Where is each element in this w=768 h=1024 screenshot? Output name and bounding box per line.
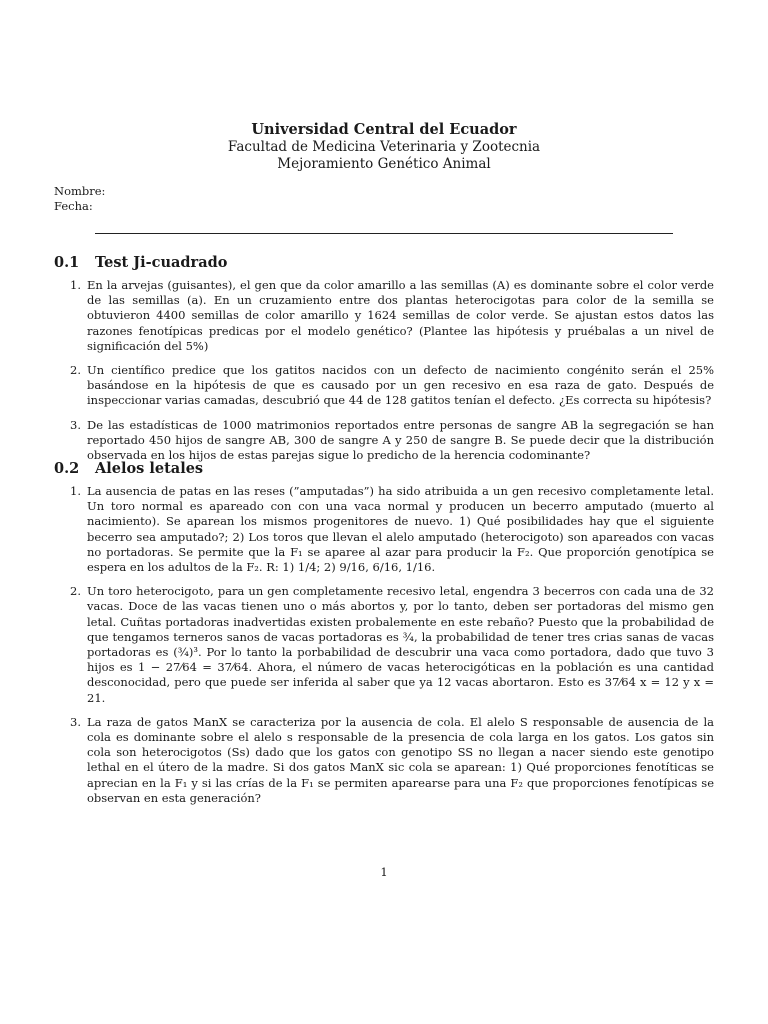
section-heading-lethal-alleles (54, 460, 203, 477)
section-heading-chi-square (54, 254, 227, 271)
document-header (0, 121, 768, 173)
course-name: Mejoramiento Genético Animal (277, 156, 491, 172)
item-number: 1. (70, 484, 81, 498)
name-label: Nombre: (54, 184, 106, 198)
list-item (54, 418, 714, 464)
page-number: 1 (380, 865, 388, 879)
item-text: Un toro heterocigoto, para un gen completamente recesivo letal, engendra 3 becerros con cada una de 32 vacas. Doce de las vacas tienen uno o más abortos y, por lo tanto, deben ser portadoras del mismo gen letal. Cuñtas portadoras inadvertidas existen probalemente en este rebaño? Puesto que la probabilidad de que tengamos terneros sanos de vacas portadoras es ¾, la probabilidad de tener tres crias sanas de vacas portadoras es (¾)³. Por lo tanto la porbabilidad de descubrir una vaca como portadora, dado que tuvo 3 hijos es 1 − 27⁄64 = 37⁄64. Ahora, el número de vacas heterocigóticas en la población es una cantidad desconocidad, pero que puede ser inferida al saber que ya 12 vacas abortaron. Esto es 37⁄64 x = 12 y x = 21. (87, 584, 714, 705)
section-number: 0.2 (54, 460, 80, 477)
list-item (54, 363, 714, 409)
header-divider (95, 233, 673, 234)
item-text: Un científico predice que los gatitos nacidos con un defecto de nacimiento congénito serán el 25% basándose en la hipótesis de que es causado por un gen recesivo en esa raza de gato. Después de inspeccionar varias camadas, descubrió que 44 de 128 gatitos tenían el defecto. ¿Es correcta su hipótesis? (87, 363, 714, 408)
section-list-lethal-alleles (54, 484, 714, 815)
faculty-name: Facultad de Medicina Veterinaria y Zootecnia (227, 139, 541, 155)
item-number: 2. (70, 584, 81, 599)
list-item (54, 584, 714, 706)
university-name: Universidad Central del Ecuador (251, 121, 517, 138)
item-number: 1. (70, 278, 81, 292)
item-text: La raza de gatos ManX se caracteriza por la ausencia de cola. El alelo S responsable de ausencia de la cola es dominante sobre el alelo s responsable de la presencia de cola larga en los gatos. Los gatos sin cola son heterocigotos (Ss) dado que los gatos con genotipo SS no llegan a nacer siendo este genotipo lethal en el útero de la madre. Si dos gatos ManX sic cola se aparean: 1) Qué proporciones fenotíticas se aprecian en la F₁ y si las crías de la F₁ se permiten aparearse para una F₂ que proporciones fenotípicas se observan en esta generación? (87, 714, 714, 805)
item-number: 3. (70, 417, 81, 432)
list-item (54, 715, 714, 806)
item-number: 2. (70, 363, 81, 378)
item-text: La ausencia de patas en las reses (”amputadas”) ha sido atribuida a un gen recesivo completamente letal. Un toro normal es apareado con con una vaca normal y producen un becerro amputado (muerto al nacimiento). Se aparean los mismos progenitores de nuevo. 1) Qué posibilidades hay que el siguiente becerro sea amputado?; 2) Los toros que llevan el alelo amputado (heterocigoto) son apareados con vacas no portadoras. Se permite que la F₁ se aparee al azar para producir la F₂. Que proporción genotípica se espera en los adultos de la F₂. R: 1) 1/4; 2) 9/16, 6/16, 1/16. (87, 484, 714, 575)
section-list-chi-square (54, 278, 714, 472)
student-info (54, 184, 105, 214)
section-title: Test Ji-cuadrado (95, 254, 228, 271)
date-label: Fecha: (54, 199, 93, 213)
item-text: En la arvejas (guisantes), el gen que da color amarillo a las semillas (A) es dominante sobre el color verde de las semillas (a). En un cruzamiento entre dos plantas heterocigotas para color de la semilla se obtuvieron 4400 semillas de color amarillo y 1624 semillas de color verde. Se ajustan estos datos las razones fenotípicas predicas por el modelo genético? (Plantee las hipótesis y pruébalas a un nivel de significación del 5%) (87, 278, 714, 353)
item-text: De las estadísticas de 1000 matrimonios reportados entre personas de sangre AB la segregación se han reportado 450 hijos de sangre AB, 300 de sangre A y 250 de sangre B. Se puede decir que la distribución observada en los hijos de estas parejas sigue lo predicho de la herencia codominante? (87, 417, 714, 463)
section-title: Alelos letales (95, 460, 204, 477)
list-item (54, 278, 714, 354)
section-number: 0.1 (54, 254, 80, 271)
list-item (54, 484, 714, 575)
item-number: 3. (70, 714, 81, 729)
